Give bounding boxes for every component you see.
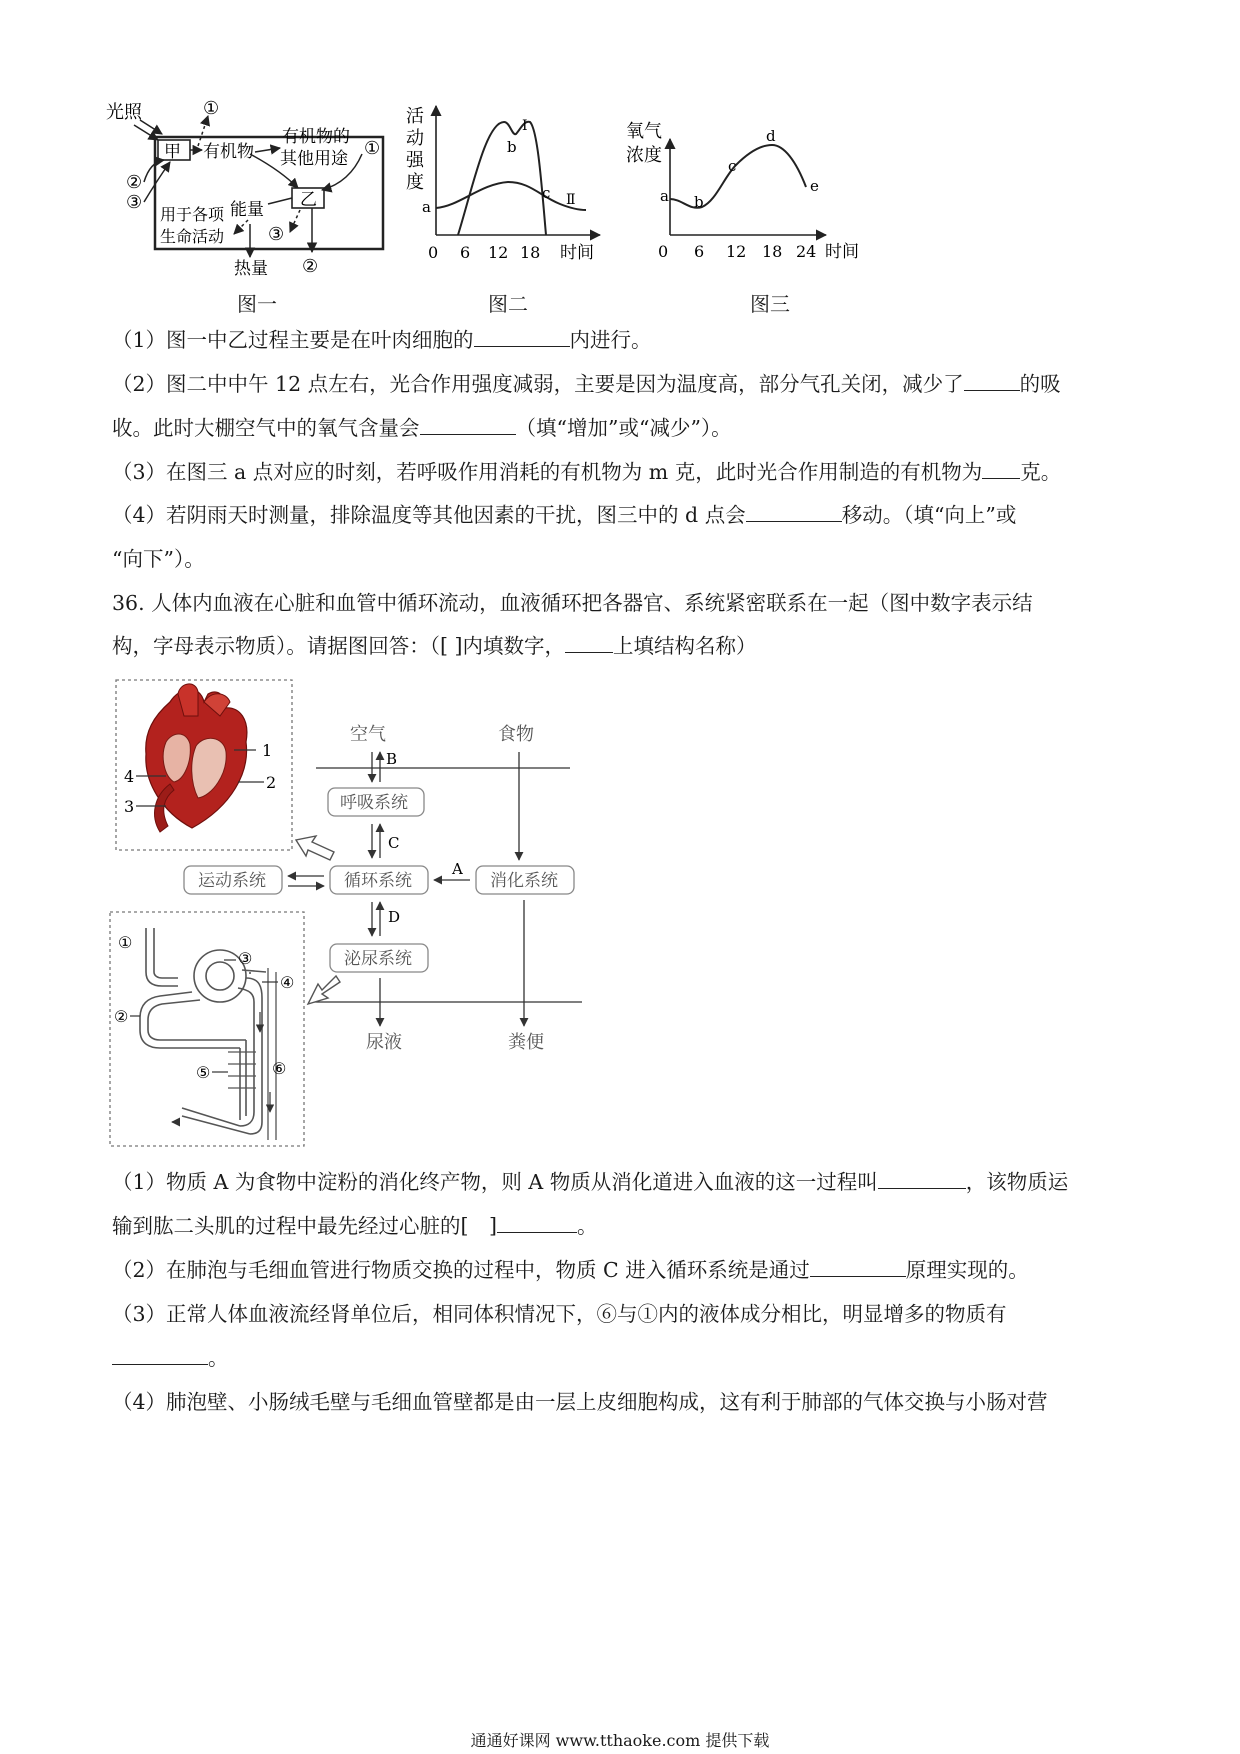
life-activity-line2: 生命活动 bbox=[160, 227, 225, 246]
q36-item-4: （4）肺泡壁、小肠绒毛壁与毛细血管壁都是由一层上皮细胞构成，这有利于肺部的气体交换与小肠对营 bbox=[112, 1390, 1048, 1414]
substance-C: C bbox=[388, 834, 400, 852]
nephron-label-1: ① bbox=[118, 933, 133, 952]
fig2-curve-II bbox=[436, 182, 586, 210]
life-activity-line1: 用于各项 bbox=[160, 205, 225, 224]
fig3-xtick-0: 0 bbox=[658, 242, 669, 261]
fig2-xlabel: 时间 bbox=[560, 243, 594, 263]
fig1-circle-3-left: ③ bbox=[126, 192, 143, 213]
nephron-label-3: ③ bbox=[238, 949, 253, 968]
substance-D: D bbox=[388, 908, 401, 926]
q36-item-3-continued: 。 bbox=[112, 1334, 1122, 1383]
heart-label-2: 2 bbox=[266, 773, 277, 792]
yi-label: 乙 bbox=[300, 190, 317, 210]
fig2-series-I-label: I bbox=[522, 118, 528, 134]
fig2-ylabel-char-2: 动 bbox=[406, 128, 424, 149]
q36-stem-line1: 36. 人体内血液在心脏和血管中循环流动，血液循环把各器官、系统紧密联系在一起（图中数字表示结 bbox=[112, 591, 1033, 615]
q36-item-3: （3）正常人体血液流经肾单位后，相同体积情况下，⑥与①内的液体成分相比，明显增多的物质有 bbox=[112, 1302, 1007, 1326]
fig1-circle-2-left: ② bbox=[126, 172, 143, 193]
fig2-curve-I bbox=[458, 122, 546, 235]
nephron-label-5: ⑤ bbox=[196, 1063, 211, 1082]
nephron-illustration bbox=[140, 928, 276, 1140]
air-label: 空气 bbox=[350, 724, 386, 745]
fig2-xtick-0: 0 bbox=[428, 243, 439, 262]
substance-A: A bbox=[452, 860, 463, 878]
q35-item-2-continued: 收。此时大棚空气中的氧气含量会 （填“增加”或“减少”）。 bbox=[112, 404, 1122, 453]
light-label: 光照 bbox=[106, 102, 142, 123]
nephron-label-4: ④ bbox=[280, 973, 295, 992]
fig3-point-a: a bbox=[660, 187, 669, 205]
motor-system-label: 运动系统 bbox=[198, 871, 266, 891]
fig3-point-c: c bbox=[728, 157, 737, 175]
circulatory-system-label: 循环系统 bbox=[344, 871, 412, 891]
fig2-xtick-12: 12 bbox=[488, 243, 509, 262]
fig3-oxygen-curve bbox=[670, 145, 806, 208]
heart-label-3: 3 bbox=[124, 797, 135, 816]
feces-label: 粪便 bbox=[508, 1032, 544, 1053]
q35-item-4: （4）若阴雨天时测量，排除温度等其他因素的干扰，图三中的 d 点会 移动。（填“向上”或 bbox=[112, 491, 1122, 540]
fig2-ylabel-char-1: 活 bbox=[406, 106, 424, 127]
fig3-xtick-24: 24 bbox=[796, 242, 817, 261]
fig3-xtick-12: 12 bbox=[726, 242, 747, 261]
figure-2-chart bbox=[400, 100, 610, 270]
fig3-point-d: d bbox=[766, 127, 776, 145]
nephron-label-2: ② bbox=[114, 1007, 129, 1026]
urinary-system-label: 泌尿系统 bbox=[344, 949, 412, 969]
fig1-circle-1-top: ① bbox=[203, 98, 220, 119]
q36-item-1: （1）物质 A 为食物中淀粉的消化终产物，则 A 物质从消化道进入血液的这一过程叫 ，该物质运 bbox=[112, 1158, 1122, 1207]
energy-label: 能量 bbox=[230, 200, 264, 220]
jia-label: 甲 bbox=[164, 142, 181, 162]
respiratory-system-label: 呼吸系统 bbox=[340, 793, 408, 813]
fig2-ylabel-char-3: 强 bbox=[406, 150, 424, 171]
q35-item-3: （3）在图三 a 点对应的时刻，若呼吸作用消耗的有机物为 m 克，此时光合作用制造的有机物为 克。 bbox=[112, 448, 1122, 497]
fig2-point-b: b bbox=[507, 138, 517, 156]
urine-label: 尿液 bbox=[366, 1032, 402, 1053]
fig3-xtick-6: 6 bbox=[694, 242, 705, 261]
fig1-circle-1-right: ① bbox=[364, 138, 381, 159]
other-use-line2: 其他用途 bbox=[280, 149, 348, 169]
q35-item-2: （2）图二中中午 12 点左右，光合作用强度减弱，主要是因为温度高，部分气孔关闭，减少了 的吸 bbox=[112, 360, 1122, 409]
fig1-circle-3-bottom: ③ bbox=[268, 224, 285, 245]
fig1-circle-2-bottom: ② bbox=[302, 256, 319, 277]
q36-item-1-continued: 输到肱二头肌的过程中最先经过心脏的[ ] 。 bbox=[112, 1202, 1122, 1251]
other-use-line1: 有机物的 bbox=[282, 127, 350, 147]
heart-label-1: 1 bbox=[262, 741, 273, 760]
heart-illustration bbox=[146, 684, 247, 832]
page-footer: 通通好课网 www.tthaoke.com 提供下载 bbox=[470, 1731, 770, 1750]
figure-3-caption: 图三 bbox=[750, 292, 790, 316]
nephron-label-6: ⑥ bbox=[272, 1059, 287, 1078]
fig2-xtick-18: 18 bbox=[520, 243, 541, 262]
fig3-ylabel-line1: 氧气 bbox=[626, 121, 662, 142]
fig3-point-e: e bbox=[810, 177, 819, 195]
figure-1-caption: 图一 bbox=[237, 292, 277, 316]
q36-item-2: （2）在肺泡与毛细血管进行物质交换的过程中，物质 C 进入循环系统是通过 原理实现的。 bbox=[112, 1246, 1122, 1295]
figure-1-diagram bbox=[100, 92, 400, 292]
heat-label: 热量 bbox=[234, 259, 268, 279]
fig2-point-a: a bbox=[422, 198, 431, 216]
fig3-xlabel: 时间 bbox=[825, 242, 859, 262]
figure-3-chart bbox=[620, 115, 870, 270]
fig2-point-c: c bbox=[542, 184, 551, 202]
substance-B: B bbox=[386, 750, 398, 768]
digestive-system-label: 消化系统 bbox=[490, 871, 558, 891]
q36-stem-line2: 构，字母表示物质）。请据图回答：（[ ]内填数字， 上填结构名称） bbox=[112, 622, 1122, 671]
fig2-series-II-label: Ⅱ bbox=[566, 192, 576, 208]
circulation-diagram bbox=[100, 672, 600, 1152]
figure-2-caption: 图二 bbox=[488, 292, 528, 316]
organic-label: 有机物 bbox=[203, 142, 254, 162]
fig2-xtick-6: 6 bbox=[460, 243, 471, 262]
q35-item-4-continued: “向下”）。 bbox=[112, 547, 205, 571]
fig3-point-b: b bbox=[694, 193, 704, 211]
heart-label-4: 4 bbox=[124, 767, 135, 786]
q35-item-1: （1）图一中乙过程主要是在叶肉细胞的 内进行。 bbox=[112, 316, 1122, 365]
fig3-xtick-18: 18 bbox=[762, 242, 783, 261]
fig3-ylabel-line2: 浓度 bbox=[626, 145, 662, 166]
fig2-ylabel-char-4: 度 bbox=[406, 172, 424, 193]
food-label: 食物 bbox=[498, 724, 534, 745]
